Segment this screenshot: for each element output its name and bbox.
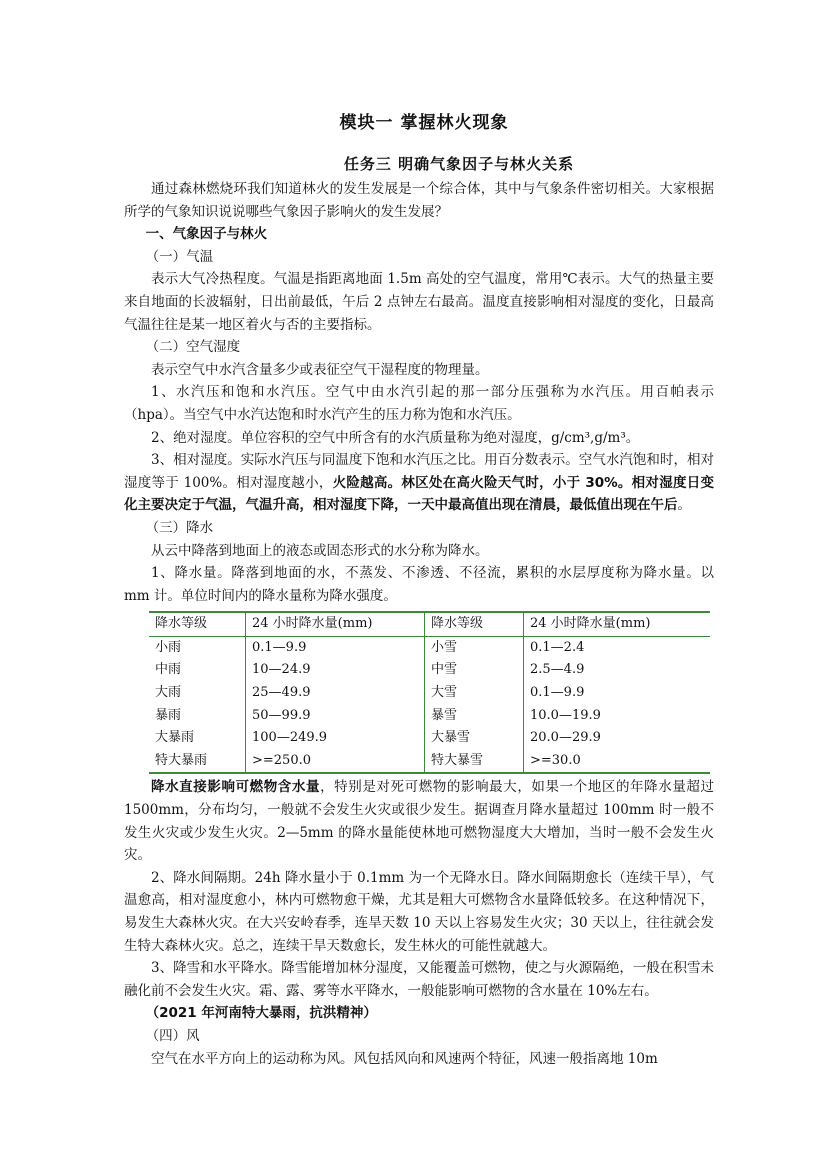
humidity-item-3-end: 。: [677, 497, 691, 514]
table-cell: 0.1—9.9: [524, 682, 711, 705]
table-cell: 2.5—4.9: [524, 659, 711, 682]
table-header-cell: 24 小时降水量(mm): [524, 612, 711, 636]
temperature-paragraph: 表示大气冷热程度。气温是指距离地面 1.5m 高处的空气温度，常用℃表示。大气的热量主要来自地面的长波辐射，日出前最低，午后 2 点钟左右最高。温度直接影响相对湿度的变化，日最高气温往往是某一地区着火与否的主要指标。: [124, 271, 714, 333]
table-cell: 大暴雨: [155, 730, 195, 746]
table-cell: 暴雨: [155, 707, 182, 723]
table-cell: 10—24.9: [246, 659, 425, 682]
table-cell: 特大暴雨: [155, 752, 208, 768]
table-cell: 大雨: [155, 685, 182, 701]
module-title: 模块一 掌握林火现象: [339, 113, 509, 133]
table-cell: 0.1—9.9: [246, 636, 425, 659]
table-row: [149, 705, 710, 728]
precip-heading: （三）降水: [145, 519, 214, 536]
section-heading: 一、气象因子与林火: [145, 226, 268, 243]
table-header-cell: 降水等级: [155, 616, 208, 632]
humidity-heading: （二）空气湿度: [145, 339, 241, 356]
table-header-cell: 降水等级: [425, 612, 524, 636]
table-cell: 100—249.9: [246, 727, 425, 750]
precip-note-text: （2021 年河南特大暴雨，抗洪精神）: [145, 1005, 377, 1022]
table-cell: 0.1—2.4: [524, 636, 711, 659]
precip-item-3: 3、降雪和水平降水。降雪能增加林分湿度，又能覆盖可燃物，使之与火源隔绝，一般在积雪未融化前不会发生火灾。霜、露、雾等水平降水，一般能影响可燃物的含水量在 10%左右。: [124, 960, 714, 999]
table-cell: 大雪: [425, 682, 524, 705]
precip-table: [149, 611, 710, 774]
table-cell: 10.0—19.9: [524, 705, 711, 728]
humidity-item-3: [124, 449, 714, 517]
precip-note: [124, 1002, 714, 1025]
document-content: [124, 108, 714, 1070]
precip-paragraph: 从云中降落到地面上的液态或固态形式的水分称为降水。: [151, 542, 489, 559]
task-title: 任务三 明确气象因子与林火关系: [343, 155, 575, 173]
intro-paragraph: 通过森林燃烧环我们知道林火的发生发展是一个综合体，其中与气象条件密切相关。大家根据所学的气象知识说说哪些气象因子影响火的发生发展？: [124, 181, 714, 220]
humidity-item-3-bold: 火险越高。林区处在高火险天气时，小于 30%。相对湿度日变化主要决定于气温，气温升高，相对湿度下降，一天中最高值出现在清晨，最低值出现在午后: [124, 474, 714, 514]
table-cell: 特大暴雪: [425, 750, 524, 774]
table-header-row: [149, 612, 710, 636]
table-cell: 25—49.9: [246, 682, 425, 705]
precip-item-1: 1、降水量。降落到地面的水，不蒸发、不渗透、不径流，累积的水层厚度称为降水量。以 mm 计。单位时间内的降水量称为降水强度。: [124, 565, 714, 604]
humidity-item-2: 2、绝对湿度。单位容积的空气中所含有的水汽质量称为绝对湿度，g/cm³,g/m³。: [151, 429, 640, 446]
table-cell: 暴雪: [425, 705, 524, 728]
table-cell: 大暴雪: [425, 727, 524, 750]
wind-paragraph: 空气在水平方向上的运动称为风。风包括风向和风速两个特征，风速一般指离地 10m: [151, 1050, 658, 1067]
table-row: [149, 750, 710, 774]
table-cell: 20.0—29.9: [524, 727, 711, 750]
table-cell: 中雨: [155, 662, 182, 678]
precip-after-text: ，特别是对死可燃物的影响最大，如果一个地区的年降水量超过 1500mm，分布均匀，一般就不会发生火灾或很少发生。据调查月降水量超过 100mm 时一般不发生火灾或少发生火灾。2—5mm 的降水量能使林地可燃物湿度大大增加，当时一般不会发生火灾。: [124, 779, 715, 864]
table-row: [149, 636, 710, 659]
table-row: [149, 727, 710, 750]
humidity-item-1: 1、水汽压和饱和水汽压。空气中由水汽引起的那一部分压强称为水汽压。用百帕表示（hpa）。当空气中水汽达饱和时水汽产生的压力称为饱和水汽压。: [124, 384, 714, 423]
precip-bold-lead: 降水直接影响可燃物含水量: [151, 779, 321, 796]
precip-item-2: 2、降水间隔期。24h 降水量小于 0.1mm 为一个无降水日。降水间隔期愈长（连续干旱），气温愈高，相对湿度愈小，林内可燃物愈干燥，尤其是粗大可燃物含水量降低较多。在这种情况下，易发生大森林火灾。在大兴安岭春季，连旱天数 10 天以上容易发生火灾；30 天以上，往往就会发生特大森林火灾。总之，连续干旱天数愈长，发生林火的可能性就越大。: [124, 869, 714, 954]
humidity-item-3-text: 3、相对湿度。实际水汽压与同温度下饱和水汽压之比。用百分数表示。空气水汽饱和时，相对湿度等于 100%。相对湿度越小，: [124, 452, 714, 491]
humidity-paragraph: 表示空气中水汽含量多少或表征空气干湿程度的物理量。: [151, 361, 489, 378]
table-cell: 中雪: [425, 659, 524, 682]
precip-after-table: [124, 776, 714, 866]
table-cell: >=250.0: [246, 750, 425, 774]
table-cell: >=30.0: [524, 750, 711, 774]
table-cell: 小雪: [425, 636, 524, 659]
table-row: [149, 682, 710, 705]
table-header-cell: 24 小时降水量(mm): [246, 612, 425, 636]
table-cell: 50—99.9: [246, 705, 425, 728]
table-cell: 小雨: [155, 639, 182, 655]
table-row: [149, 659, 710, 682]
wind-heading: （四）风: [145, 1027, 200, 1044]
temperature-heading: （一）气温: [145, 248, 214, 265]
